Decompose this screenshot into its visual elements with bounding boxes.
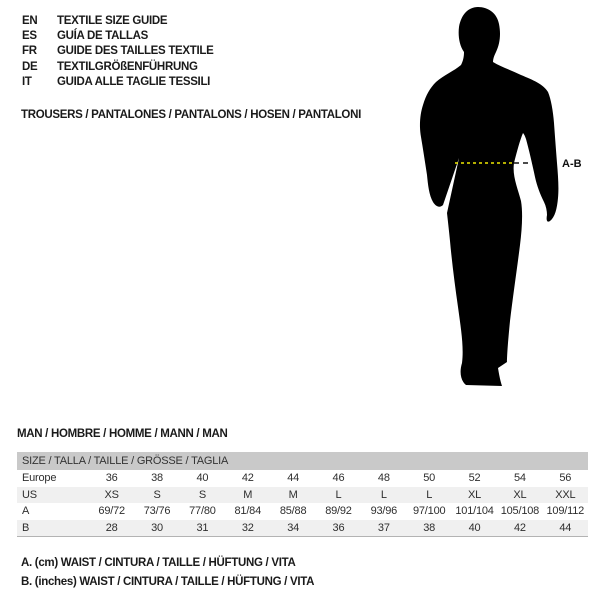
size-cell: 44 [559, 521, 572, 534]
size-table-body [17, 470, 588, 537]
size-cell: 38 [423, 521, 436, 534]
language-row [22, 75, 214, 90]
footnote-a: A. (cm) WAIST / CINTURA / TAILLE / HÜFTUNG / VITA [21, 557, 296, 569]
size-cell: XL [468, 488, 482, 501]
language-title: GUÍA DE TALLAS [57, 30, 148, 43]
table-row [17, 470, 588, 487]
size-cell: 40 [196, 472, 209, 485]
size-cell: 34 [287, 521, 300, 534]
language-title: GUIDA ALLE TAGLIE TESSILI [57, 75, 211, 88]
size-cell: 28 [105, 521, 118, 534]
section-title-man: MAN / HOMBRE / HOMME / MANN / MAN [17, 428, 228, 440]
language-row [22, 14, 214, 29]
size-cell: 31 [196, 521, 209, 534]
size-cell: 36 [332, 521, 345, 534]
language-code: DE [22, 60, 38, 73]
size-cell: 42 [241, 472, 254, 485]
row-label: A [22, 505, 30, 518]
size-cell: 44 [287, 472, 300, 485]
size-cell: 48 [377, 472, 390, 485]
size-cell: 36 [105, 472, 118, 485]
size-table-grid [17, 470, 588, 537]
language-row [22, 60, 214, 75]
size-table-header: SIZE / TALLA / TAILLE / GRÖSSE / TAGLIA [17, 452, 588, 470]
size-cell: 40 [468, 521, 481, 534]
size-cell: L [380, 488, 387, 501]
size-cell: 77/80 [189, 505, 216, 518]
language-code: FR [22, 45, 37, 58]
size-cell: XS [104, 488, 119, 501]
size-cell: 81/84 [234, 505, 262, 518]
row-label: Europe [22, 472, 57, 485]
size-cell: 42 [513, 521, 526, 534]
size-cell: 30 [151, 521, 163, 534]
table-row [17, 503, 588, 520]
footnotes [21, 554, 314, 591]
size-table [17, 452, 588, 537]
size-cell: 46 [332, 472, 345, 485]
size-cell: 109/112 [546, 505, 585, 518]
size-cell: 97/100 [412, 505, 446, 518]
size-cell: S [198, 488, 206, 501]
language-title: TEXTILGRÖßENFÜHRUNG [57, 60, 198, 73]
size-cell: 32 [241, 521, 254, 534]
size-cell: 38 [151, 472, 163, 485]
size-cell: XL [513, 488, 527, 501]
size-cell: S [153, 488, 161, 501]
language-row [22, 29, 214, 44]
size-cell: 50 [423, 472, 436, 485]
size-cell: 101/104 [455, 505, 494, 518]
man-silhouette-shape [420, 7, 558, 386]
language-row [22, 44, 214, 59]
size-cell: 89/92 [325, 505, 352, 518]
language-title: TEXTILE SIZE GUIDE [57, 15, 168, 27]
row-label: US [22, 488, 37, 501]
language-list [22, 14, 214, 90]
table-row [17, 520, 588, 537]
size-cell: 37 [377, 521, 390, 534]
man-silhouette-figure [398, 0, 600, 400]
footnote-b: B. (inches) WAIST / CINTURA / TAILLE / HÜFTUNG / VITA [21, 575, 315, 588]
garment-type-heading: TROUSERS / PANTALONES / PANTALONS / HOSEN / PANTALONI [21, 109, 361, 121]
size-cell: 56 [559, 472, 572, 485]
language-code: EN [22, 15, 38, 27]
language-title: GUIDE DES TAILLES TEXTILE [57, 45, 214, 58]
size-cell: 93/96 [370, 505, 398, 518]
size-cell: 105/108 [500, 505, 540, 518]
table-row [17, 487, 588, 504]
measure-label: A-B [562, 158, 582, 170]
size-cell: 85/88 [279, 505, 307, 518]
size-cell: 52 [468, 472, 481, 485]
size-cell: M [288, 488, 298, 501]
row-label: B [22, 521, 30, 534]
size-cell: 69/72 [98, 505, 125, 518]
language-code: IT [22, 75, 32, 88]
size-cell: 54 [513, 472, 526, 485]
language-code: ES [22, 30, 37, 43]
size-cell: L [426, 488, 433, 501]
size-cell: XXL [555, 488, 576, 501]
size-cell: M [243, 488, 253, 501]
size-cell: 73/76 [143, 505, 171, 518]
size-cell: L [335, 488, 342, 501]
